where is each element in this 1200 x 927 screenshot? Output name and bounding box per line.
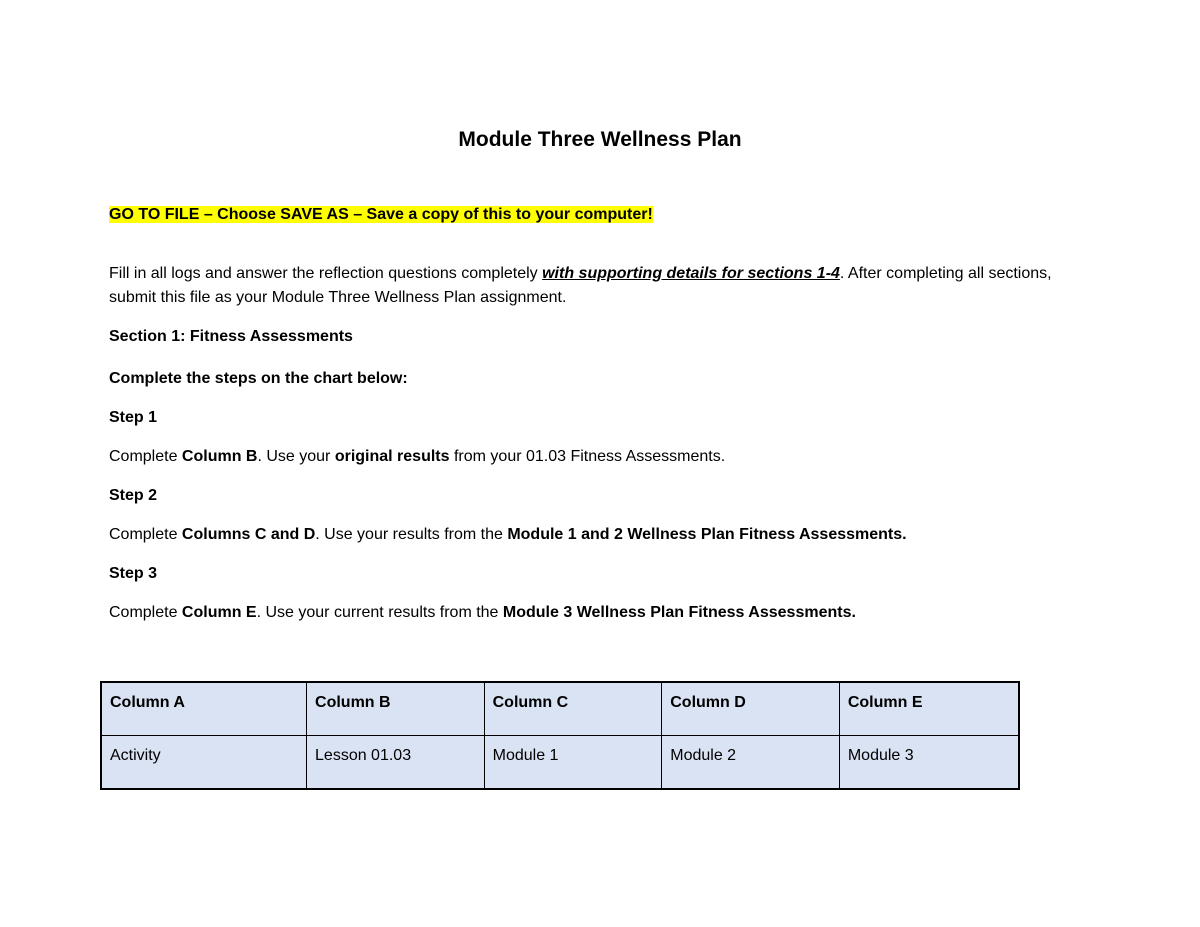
table-header-cell[interactable]: Column C: [484, 682, 662, 736]
table-cell[interactable]: Lesson 01.03: [307, 736, 485, 790]
save-notice: [109, 203, 653, 227]
table-row: [101, 736, 1019, 790]
intro-before: Fill in all logs and answer the reflection questions completely: [109, 265, 543, 282]
intro-emphasis: with supporting details for sections 1-4: [542, 265, 840, 282]
table-header-cell[interactable]: Column B: [307, 682, 485, 736]
step-1-label: Step 1: [109, 409, 158, 426]
table-cell[interactable]: Module 2: [662, 736, 840, 790]
table-header-row: [101, 682, 1019, 736]
table-cell[interactable]: Activity: [101, 736, 307, 790]
step-1-text: Complete Column B. Use your original results from your 01.03 Fitness Assessments.: [109, 448, 726, 465]
table-cell[interactable]: Module 3: [839, 736, 1019, 790]
chart-instruction: Complete the steps on the chart below:: [109, 370, 408, 387]
save-notice-text: GO TO FILE – Choose SAVE AS – Save a copy of this to your computer!: [109, 206, 653, 223]
step-3-text: Complete Column E. Use your current results from the Module 3 Wellness Plan Fitness Assessments.: [109, 604, 856, 621]
step-2-label: Step 2: [109, 487, 158, 504]
intro-after: . After completing all sections, submit this file as your Module Three Wellness Plan assignment.: [109, 265, 1052, 306]
table-header-cell[interactable]: Column D: [662, 682, 840, 736]
table-header-cell[interactable]: Column E: [839, 682, 1019, 736]
table-cell[interactable]: Module 1: [484, 736, 662, 790]
step-2-text: Complete Columns C and D. Use your results from the Module 1 and 2 Wellness Plan Fitness Assessments.: [109, 526, 907, 543]
step-3-label: Step 3: [109, 565, 158, 582]
intro-paragraph: [109, 262, 1099, 310]
table-header-cell[interactable]: Column A: [101, 682, 307, 736]
section-heading: Section 1: Fitness Assessments: [109, 328, 353, 345]
page-title: Module Three Wellness Plan: [458, 128, 742, 151]
fitness-assessment-table: [100, 681, 1020, 790]
